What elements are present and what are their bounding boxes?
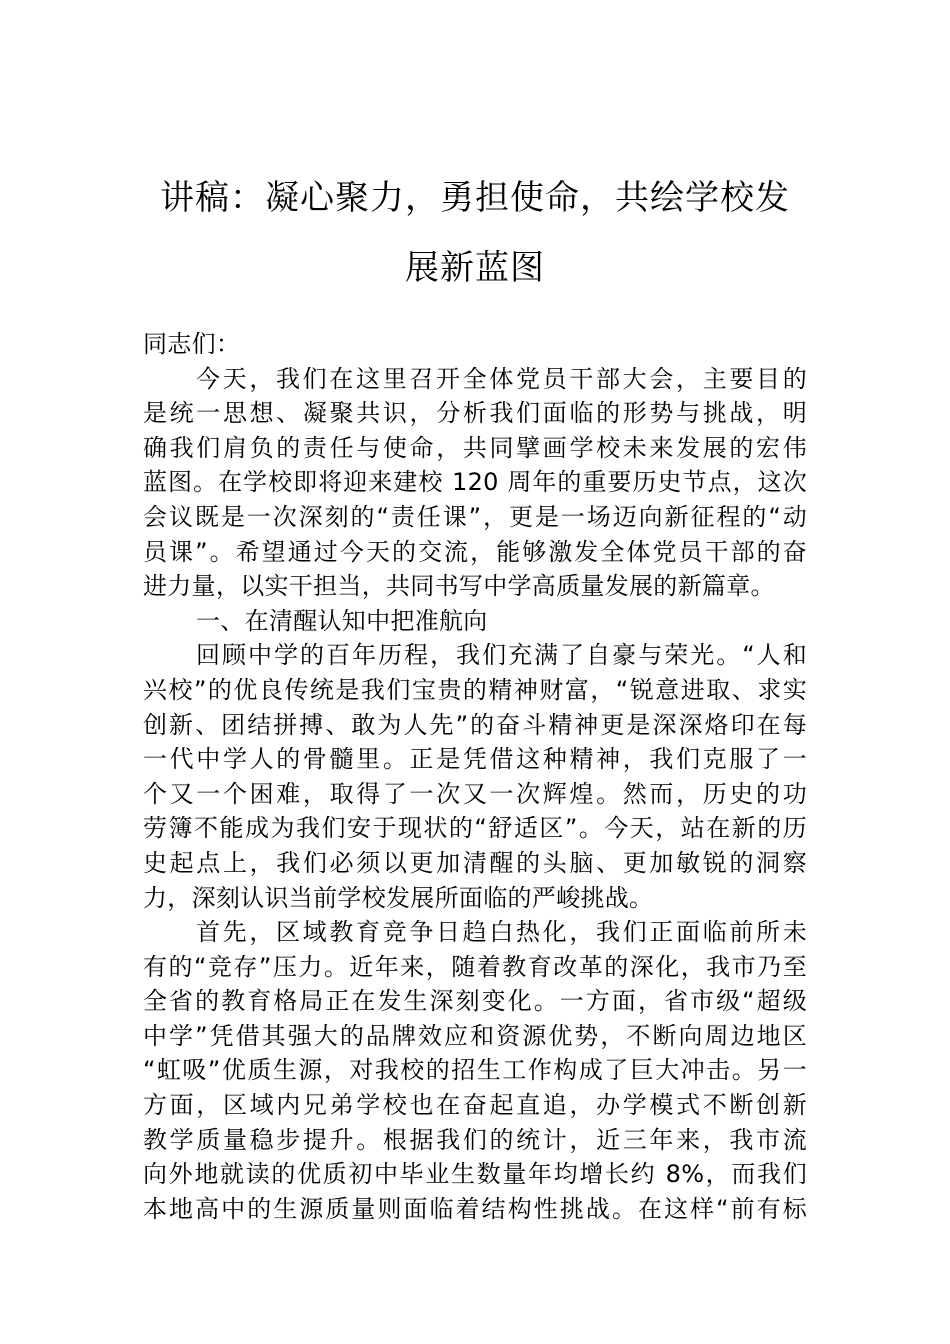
text-line: 个又一个困难，取得了一次又一次辉煌。然而，历史的功 <box>143 779 807 808</box>
document-body <box>143 327 807 1226</box>
text-line: 一代中学人的骨髓里。正是凭借这种精神，我们克服了一 <box>143 745 807 774</box>
text-line: 全省的教育格局正在发生深刻变化。一方面，省市级“超级 <box>143 987 807 1016</box>
text-line: “虹吸”优质生源，对我校的招生工作构成了巨大冲击。另一 <box>143 1056 807 1085</box>
text-line: 中学”凭借其强大的品牌效应和资源优势，不断向周边地区 <box>143 1021 807 1050</box>
paragraph-competition <box>143 915 807 1226</box>
text-line: 确我们肩负的责任与使命，共同擘画学校未来发展的宏伟 <box>143 433 807 462</box>
paragraph-review <box>143 638 807 915</box>
text-line: 劳簿不能成为我们安于现状的“舒适区”。今天，站在新的历 <box>143 814 807 843</box>
text-line: 首先，区域教育竞争日趋白热化，我们正面临前所未 <box>196 918 807 947</box>
text-line: 向外地就读的优质初中毕业生数量年均增长约 8%，而我们 <box>143 1160 807 1189</box>
text-line: 兴校”的优良传统是我们宝贵的精神财富，“锐意进取、求实 <box>143 675 807 704</box>
title-line-1: 讲稿：凝心聚力，勇担使命，共绘学校发 <box>160 178 790 218</box>
salutation: 同志们： <box>143 330 241 358</box>
section-heading-1 <box>143 604 807 639</box>
section-heading: 一、在清醒认知中把准航向 <box>196 606 488 635</box>
text-line: 回顾中学的百年历程，我们充满了自豪与荣光。“人和 <box>196 641 807 670</box>
text-line: 是统一思想、凝聚共识，分析我们面临的形势与挑战，明 <box>143 399 807 428</box>
document-title <box>143 163 807 303</box>
text-line: 力，深刻认识当前学校发展所面临的严峻挑战。 <box>143 883 654 912</box>
text-line: 方面，区域内兄弟学校也在奋起直追，办学模式不断创新 <box>143 1091 807 1120</box>
title-line-2: 展新蓝图 <box>405 248 545 288</box>
text-line: 员课”。希望通过今天的交流，能够激发全体党员干部的奋 <box>143 537 807 566</box>
text-line: 蓝图。在学校即将迎来建校 120 周年的重要历史节点，这次 <box>143 468 807 497</box>
text-line: 创新、团结拼搏、敢为人先”的奋斗精神更是深深烙印在每 <box>143 710 807 739</box>
text-line: 史起点上，我们必须以更加清醒的头脑、更加敏锐的洞察 <box>143 848 807 877</box>
text-line: 本地高中的生源质量则面临着结构性挑战。在这样“前有标 <box>143 1194 807 1223</box>
text-line: 教学质量稳步提升。根据我们的统计，近三年来，我市流 <box>143 1125 807 1154</box>
text-line: 今天，我们在这里召开全体党员干部大会，主要目的 <box>196 364 807 393</box>
text-line: 会议既是一次深刻的“责任课”，更是一场迈向新征程的“动 <box>143 502 807 531</box>
text-line: 进力量，以实干担当，共同书写中学高质量发展的新篇章。 <box>143 572 775 601</box>
paragraph-opening <box>143 362 807 604</box>
text-line: 有的“竞存”压力。近年来，随着教育改革的深化，我市乃至 <box>143 952 807 981</box>
